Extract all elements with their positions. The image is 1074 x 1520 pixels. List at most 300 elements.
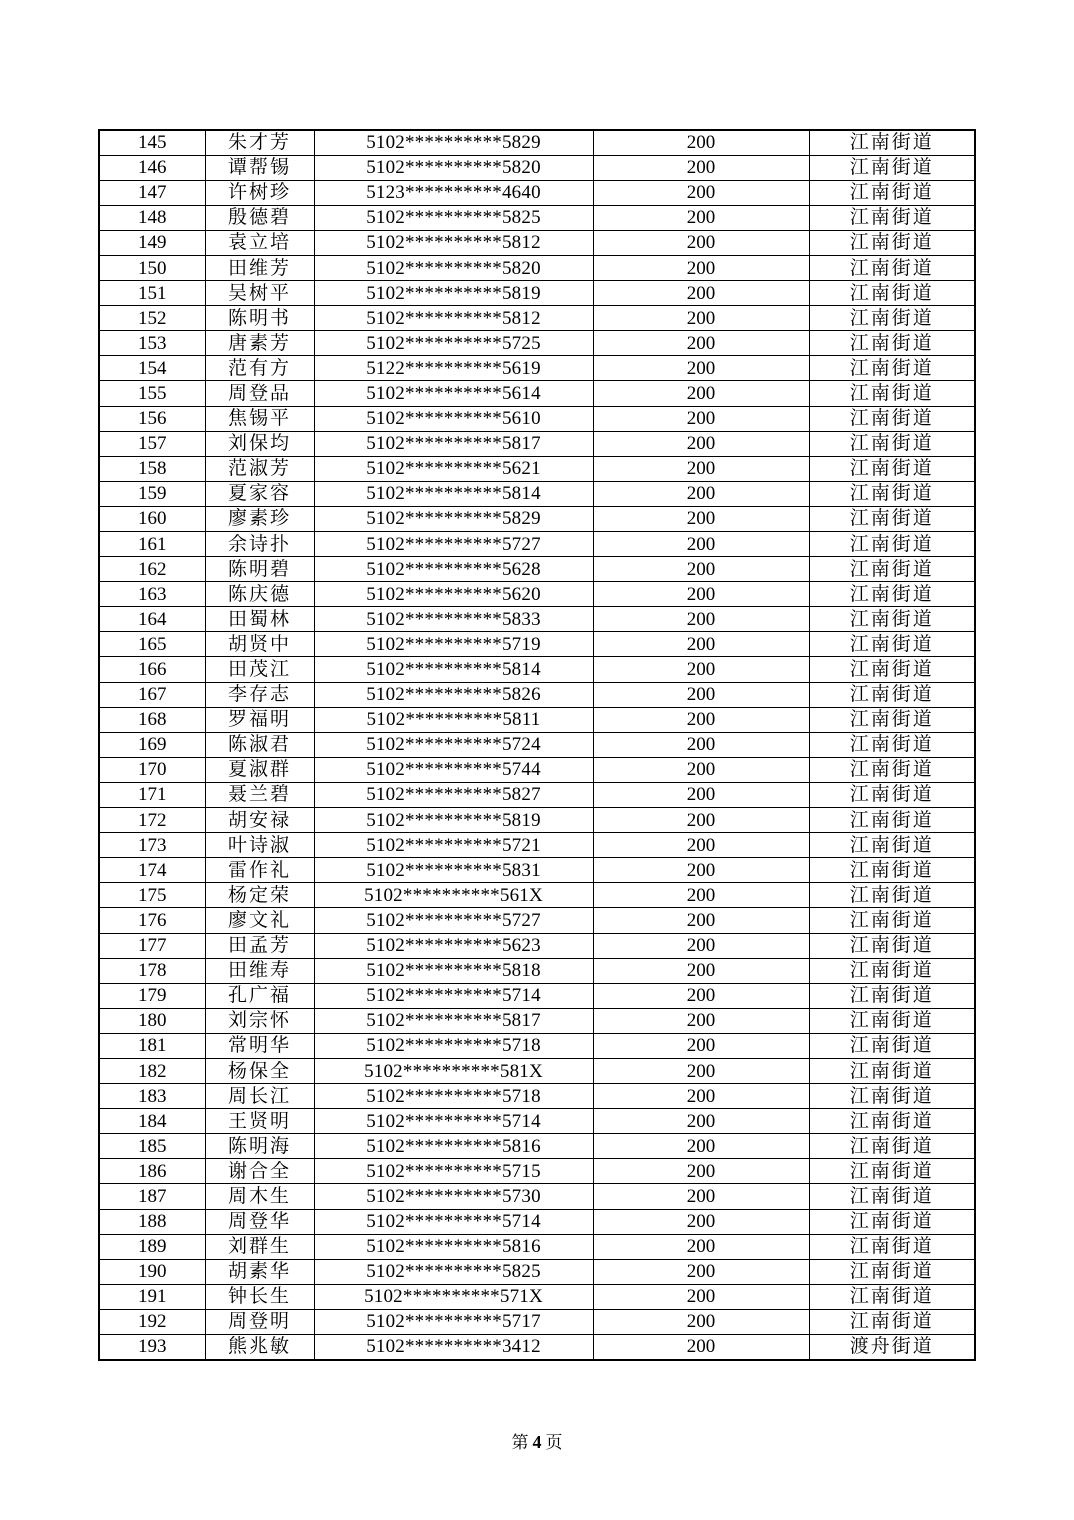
page-footer xyxy=(0,1428,1074,1453)
name-cell: 陈庆德 xyxy=(205,582,314,607)
amount-cell: 200 xyxy=(593,1309,809,1334)
street-cell: 江南街道 xyxy=(809,281,975,306)
id-number-cell: 5102**********561X xyxy=(314,883,593,908)
name-cell: 杨保全 xyxy=(205,1058,314,1083)
name-cell: 刘保均 xyxy=(205,431,314,456)
id-number-cell: 5102**********571X xyxy=(314,1284,593,1309)
row-number-cell: 168 xyxy=(99,707,205,732)
row-number-cell: 178 xyxy=(99,958,205,983)
street-cell: 江南街道 xyxy=(809,532,975,557)
name-cell: 许树珍 xyxy=(205,180,314,205)
id-number-cell: 5102**********5825 xyxy=(314,1259,593,1284)
street-cell: 江南街道 xyxy=(809,657,975,682)
street-cell: 江南街道 xyxy=(809,230,975,255)
table-row xyxy=(99,1084,975,1109)
table-row xyxy=(99,1209,975,1234)
table-row xyxy=(99,632,975,657)
name-cell: 余诗扑 xyxy=(205,532,314,557)
row-number-cell: 146 xyxy=(99,155,205,180)
table-row xyxy=(99,808,975,833)
row-number-cell: 189 xyxy=(99,1234,205,1259)
id-number-cell: 5102**********581X xyxy=(314,1058,593,1083)
street-cell: 江南街道 xyxy=(809,306,975,331)
amount-cell: 200 xyxy=(593,1335,809,1360)
table-row xyxy=(99,281,975,306)
street-cell: 江南街道 xyxy=(809,1109,975,1134)
row-number-cell: 188 xyxy=(99,1209,205,1234)
street-cell: 江南街道 xyxy=(809,933,975,958)
id-number-cell: 5122**********5619 xyxy=(314,356,593,381)
name-cell: 周长江 xyxy=(205,1084,314,1109)
table-row xyxy=(99,1309,975,1334)
id-number-cell: 5102**********5827 xyxy=(314,782,593,807)
street-cell: 江南街道 xyxy=(809,1134,975,1159)
name-cell: 唐素芳 xyxy=(205,331,314,356)
id-number-cell: 5102**********5819 xyxy=(314,281,593,306)
street-cell: 江南街道 xyxy=(809,707,975,732)
id-number-cell: 5102**********5744 xyxy=(314,757,593,782)
street-cell: 江南街道 xyxy=(809,1084,975,1109)
row-number-cell: 166 xyxy=(99,657,205,682)
amount-cell: 200 xyxy=(593,582,809,607)
id-number-cell: 5102**********5816 xyxy=(314,1234,593,1259)
street-cell: 江南街道 xyxy=(809,456,975,481)
row-number-cell: 172 xyxy=(99,808,205,833)
row-number-cell: 163 xyxy=(99,582,205,607)
street-cell: 江南街道 xyxy=(809,632,975,657)
row-number-cell: 184 xyxy=(99,1109,205,1134)
amount-cell: 200 xyxy=(593,306,809,331)
table-row xyxy=(99,1134,975,1159)
amount-cell: 200 xyxy=(593,732,809,757)
table-row xyxy=(99,1234,975,1259)
row-number-cell: 186 xyxy=(99,1159,205,1184)
street-cell: 江南街道 xyxy=(809,582,975,607)
amount-cell: 200 xyxy=(593,858,809,883)
amount-cell: 200 xyxy=(593,230,809,255)
table-row xyxy=(99,1184,975,1209)
amount-cell: 200 xyxy=(593,1084,809,1109)
street-cell: 江南街道 xyxy=(809,180,975,205)
table-row xyxy=(99,255,975,280)
row-number-cell: 187 xyxy=(99,1184,205,1209)
row-number-cell: 153 xyxy=(99,331,205,356)
id-number-cell: 5123**********4640 xyxy=(314,180,593,205)
id-number-cell: 5102**********5818 xyxy=(314,958,593,983)
amount-cell: 200 xyxy=(593,532,809,557)
street-cell: 江南街道 xyxy=(809,1184,975,1209)
table-row xyxy=(99,306,975,331)
table-row xyxy=(99,908,975,933)
row-number-cell: 181 xyxy=(99,1033,205,1058)
id-number-cell: 5102**********5714 xyxy=(314,1109,593,1134)
street-cell: 江南街道 xyxy=(809,757,975,782)
table-row xyxy=(99,481,975,506)
name-cell: 杨定荣 xyxy=(205,883,314,908)
row-number-cell: 150 xyxy=(99,255,205,280)
amount-cell: 200 xyxy=(593,1259,809,1284)
table-row xyxy=(99,833,975,858)
id-number-cell: 5102**********5623 xyxy=(314,933,593,958)
row-number-cell: 151 xyxy=(99,281,205,306)
id-number-cell: 5102**********5817 xyxy=(314,1008,593,1033)
amount-cell: 200 xyxy=(593,657,809,682)
table-row xyxy=(99,356,975,381)
id-number-cell: 5102**********5826 xyxy=(314,682,593,707)
amount-cell: 200 xyxy=(593,1234,809,1259)
amount-cell: 200 xyxy=(593,883,809,908)
id-number-cell: 5102**********5814 xyxy=(314,481,593,506)
id-number-cell: 5102**********5811 xyxy=(314,707,593,732)
table-row xyxy=(99,582,975,607)
amount-cell: 200 xyxy=(593,1008,809,1033)
amount-cell: 200 xyxy=(593,707,809,732)
row-number-cell: 157 xyxy=(99,431,205,456)
id-number-cell: 5102**********5610 xyxy=(314,406,593,431)
row-number-cell: 170 xyxy=(99,757,205,782)
amount-cell: 200 xyxy=(593,933,809,958)
name-cell: 刘宗怀 xyxy=(205,1008,314,1033)
street-cell: 江南街道 xyxy=(809,1259,975,1284)
amount-cell: 200 xyxy=(593,180,809,205)
table-row xyxy=(99,1159,975,1184)
name-cell: 田维寿 xyxy=(205,958,314,983)
id-number-cell: 5102**********5621 xyxy=(314,456,593,481)
name-cell: 王贤明 xyxy=(205,1109,314,1134)
table-row xyxy=(99,983,975,1008)
name-cell: 周登明 xyxy=(205,1309,314,1334)
amount-cell: 200 xyxy=(593,607,809,632)
street-cell: 江南街道 xyxy=(809,155,975,180)
row-number-cell: 158 xyxy=(99,456,205,481)
id-number-cell: 5102**********5812 xyxy=(314,230,593,255)
id-number-cell: 5102**********5829 xyxy=(314,506,593,531)
street-cell: 江南街道 xyxy=(809,1033,975,1058)
name-cell: 陈明书 xyxy=(205,306,314,331)
id-number-cell: 5102**********5718 xyxy=(314,1033,593,1058)
row-number-cell: 180 xyxy=(99,1008,205,1033)
row-number-cell: 183 xyxy=(99,1084,205,1109)
name-cell: 夏淑群 xyxy=(205,757,314,782)
id-number-cell: 5102**********3412 xyxy=(314,1335,593,1360)
table-row xyxy=(99,431,975,456)
table-row xyxy=(99,1058,975,1083)
street-cell: 江南街道 xyxy=(809,682,975,707)
table-row xyxy=(99,933,975,958)
street-cell: 江南街道 xyxy=(809,356,975,381)
table-row xyxy=(99,230,975,255)
street-cell: 渡舟街道 xyxy=(809,1335,975,1360)
row-number-cell: 193 xyxy=(99,1335,205,1360)
row-number-cell: 179 xyxy=(99,983,205,1008)
amount-cell: 200 xyxy=(593,682,809,707)
id-number-cell: 5102**********5829 xyxy=(314,130,593,155)
street-cell: 江南街道 xyxy=(809,883,975,908)
id-number-cell: 5102**********5721 xyxy=(314,833,593,858)
amount-cell: 200 xyxy=(593,331,809,356)
id-number-cell: 5102**********5714 xyxy=(314,983,593,1008)
id-number-cell: 5102**********5814 xyxy=(314,657,593,682)
name-cell: 田孟芳 xyxy=(205,933,314,958)
name-cell: 聂兰碧 xyxy=(205,782,314,807)
name-cell: 陈明碧 xyxy=(205,557,314,582)
table-row xyxy=(99,1259,975,1284)
amount-cell: 200 xyxy=(593,356,809,381)
id-number-cell: 5102**********5717 xyxy=(314,1309,593,1334)
amount-cell: 200 xyxy=(593,1033,809,1058)
amount-cell: 200 xyxy=(593,205,809,230)
id-number-cell: 5102**********5719 xyxy=(314,632,593,657)
id-number-cell: 5102**********5725 xyxy=(314,331,593,356)
street-cell: 江南街道 xyxy=(809,1309,975,1334)
street-cell: 江南街道 xyxy=(809,255,975,280)
street-cell: 江南街道 xyxy=(809,908,975,933)
table-row xyxy=(99,506,975,531)
id-number-cell: 5102**********5812 xyxy=(314,306,593,331)
table-row xyxy=(99,657,975,682)
name-cell: 罗福明 xyxy=(205,707,314,732)
table-row xyxy=(99,1033,975,1058)
street-cell: 江南街道 xyxy=(809,506,975,531)
id-number-cell: 5102**********5724 xyxy=(314,732,593,757)
name-cell: 常明华 xyxy=(205,1033,314,1058)
amount-cell: 200 xyxy=(593,833,809,858)
amount-cell: 200 xyxy=(593,1058,809,1083)
id-number-cell: 5102**********5819 xyxy=(314,808,593,833)
row-number-cell: 161 xyxy=(99,532,205,557)
row-number-cell: 147 xyxy=(99,180,205,205)
row-number-cell: 191 xyxy=(99,1284,205,1309)
name-cell: 陈淑君 xyxy=(205,732,314,757)
table-row xyxy=(99,1284,975,1309)
row-number-cell: 169 xyxy=(99,732,205,757)
name-cell: 熊兆敏 xyxy=(205,1335,314,1360)
name-cell: 田蜀林 xyxy=(205,607,314,632)
name-cell: 刘群生 xyxy=(205,1234,314,1259)
name-cell: 夏家容 xyxy=(205,481,314,506)
row-number-cell: 152 xyxy=(99,306,205,331)
table-row xyxy=(99,180,975,205)
amount-cell: 200 xyxy=(593,632,809,657)
name-cell: 周登华 xyxy=(205,1209,314,1234)
page-number: 4 xyxy=(532,1432,542,1452)
street-cell: 江南街道 xyxy=(809,983,975,1008)
row-number-cell: 164 xyxy=(99,607,205,632)
id-number-cell: 5102**********5727 xyxy=(314,908,593,933)
row-number-cell: 176 xyxy=(99,908,205,933)
table-row xyxy=(99,205,975,230)
id-number-cell: 5102**********5727 xyxy=(314,532,593,557)
table-row xyxy=(99,532,975,557)
row-number-cell: 171 xyxy=(99,782,205,807)
street-cell: 江南街道 xyxy=(809,833,975,858)
name-cell: 殷德碧 xyxy=(205,205,314,230)
id-number-cell: 5102**********5820 xyxy=(314,155,593,180)
id-number-cell: 5102**********5718 xyxy=(314,1084,593,1109)
page-suffix: 页 xyxy=(545,1433,563,1453)
name-cell: 廖文礼 xyxy=(205,908,314,933)
street-cell: 江南街道 xyxy=(809,607,975,632)
table-row xyxy=(99,883,975,908)
row-number-cell: 156 xyxy=(99,406,205,431)
name-cell: 周木生 xyxy=(205,1184,314,1209)
id-number-cell: 5102**********5730 xyxy=(314,1184,593,1209)
row-number-cell: 165 xyxy=(99,632,205,657)
amount-cell: 200 xyxy=(593,155,809,180)
row-number-cell: 182 xyxy=(99,1058,205,1083)
name-cell: 钟长生 xyxy=(205,1284,314,1309)
street-cell: 江南街道 xyxy=(809,130,975,155)
id-number-cell: 5102**********5833 xyxy=(314,607,593,632)
amount-cell: 200 xyxy=(593,255,809,280)
table-row xyxy=(99,456,975,481)
street-cell: 江南街道 xyxy=(809,381,975,406)
street-cell: 江南街道 xyxy=(809,557,975,582)
amount-cell: 200 xyxy=(593,1284,809,1309)
street-cell: 江南街道 xyxy=(809,1058,975,1083)
table-row xyxy=(99,682,975,707)
amount-cell: 200 xyxy=(593,983,809,1008)
table-row xyxy=(99,782,975,807)
name-cell: 焦锡平 xyxy=(205,406,314,431)
name-cell: 胡贤中 xyxy=(205,632,314,657)
name-cell: 孔广福 xyxy=(205,983,314,1008)
street-cell: 江南街道 xyxy=(809,782,975,807)
table-row xyxy=(99,707,975,732)
table-row xyxy=(99,858,975,883)
street-cell: 江南街道 xyxy=(809,1209,975,1234)
street-cell: 江南街道 xyxy=(809,958,975,983)
name-cell: 陈明海 xyxy=(205,1134,314,1159)
name-cell: 袁立培 xyxy=(205,230,314,255)
name-cell: 范淑芳 xyxy=(205,456,314,481)
id-number-cell: 5102**********5816 xyxy=(314,1134,593,1159)
amount-cell: 200 xyxy=(593,1184,809,1209)
street-cell: 江南街道 xyxy=(809,205,975,230)
id-number-cell: 5102**********5817 xyxy=(314,431,593,456)
row-number-cell: 192 xyxy=(99,1309,205,1334)
amount-cell: 200 xyxy=(593,406,809,431)
name-cell: 田茂江 xyxy=(205,657,314,682)
name-cell: 雷作礼 xyxy=(205,858,314,883)
name-cell: 谭帮锡 xyxy=(205,155,314,180)
row-number-cell: 162 xyxy=(99,557,205,582)
name-cell: 廖素珍 xyxy=(205,506,314,531)
name-cell: 谢合全 xyxy=(205,1159,314,1184)
street-cell: 江南街道 xyxy=(809,732,975,757)
row-number-cell: 148 xyxy=(99,205,205,230)
row-number-cell: 154 xyxy=(99,356,205,381)
amount-cell: 200 xyxy=(593,958,809,983)
name-cell: 胡素华 xyxy=(205,1259,314,1284)
row-number-cell: 175 xyxy=(99,883,205,908)
name-cell: 吴树平 xyxy=(205,281,314,306)
table-row xyxy=(99,130,975,155)
id-number-cell: 5102**********5820 xyxy=(314,255,593,280)
name-cell: 叶诗淑 xyxy=(205,833,314,858)
amount-cell: 200 xyxy=(593,481,809,506)
street-cell: 江南街道 xyxy=(809,1008,975,1033)
table-row xyxy=(99,958,975,983)
amount-cell: 200 xyxy=(593,130,809,155)
id-number-cell: 5102**********5620 xyxy=(314,582,593,607)
name-cell: 周登品 xyxy=(205,381,314,406)
name-cell: 范有方 xyxy=(205,356,314,381)
table-row xyxy=(99,732,975,757)
street-cell: 江南街道 xyxy=(809,808,975,833)
table-row xyxy=(99,381,975,406)
amount-cell: 200 xyxy=(593,782,809,807)
row-number-cell: 177 xyxy=(99,933,205,958)
row-number-cell: 190 xyxy=(99,1259,205,1284)
row-number-cell: 173 xyxy=(99,833,205,858)
amount-cell: 200 xyxy=(593,1134,809,1159)
street-cell: 江南街道 xyxy=(809,406,975,431)
page-prefix: 第 xyxy=(511,1433,529,1453)
row-number-cell: 159 xyxy=(99,481,205,506)
name-cell: 田维芳 xyxy=(205,255,314,280)
id-number-cell: 5102**********5614 xyxy=(314,381,593,406)
amount-cell: 200 xyxy=(593,757,809,782)
table-row xyxy=(99,406,975,431)
street-cell: 江南街道 xyxy=(809,431,975,456)
table-row xyxy=(99,331,975,356)
table-row xyxy=(99,557,975,582)
amount-cell: 200 xyxy=(593,281,809,306)
row-number-cell: 174 xyxy=(99,858,205,883)
table-row xyxy=(99,1008,975,1033)
row-number-cell: 167 xyxy=(99,682,205,707)
roster-table xyxy=(98,129,976,1361)
id-number-cell: 5102**********5831 xyxy=(314,858,593,883)
amount-cell: 200 xyxy=(593,506,809,531)
id-number-cell: 5102**********5825 xyxy=(314,205,593,230)
name-cell: 李存志 xyxy=(205,682,314,707)
row-number-cell: 155 xyxy=(99,381,205,406)
name-cell: 胡安禄 xyxy=(205,808,314,833)
id-number-cell: 5102**********5628 xyxy=(314,557,593,582)
amount-cell: 200 xyxy=(593,381,809,406)
street-cell: 江南街道 xyxy=(809,858,975,883)
street-cell: 江南街道 xyxy=(809,481,975,506)
amount-cell: 200 xyxy=(593,456,809,481)
id-number-cell: 5102**********5715 xyxy=(314,1159,593,1184)
row-number-cell: 145 xyxy=(99,130,205,155)
table-row xyxy=(99,1335,975,1360)
table-body xyxy=(99,130,975,1360)
amount-cell: 200 xyxy=(593,808,809,833)
amount-cell: 200 xyxy=(593,431,809,456)
name-cell: 朱才芳 xyxy=(205,130,314,155)
street-cell: 江南街道 xyxy=(809,1159,975,1184)
row-number-cell: 185 xyxy=(99,1134,205,1159)
id-number-cell: 5102**********5714 xyxy=(314,1209,593,1234)
row-number-cell: 149 xyxy=(99,230,205,255)
table-row xyxy=(99,155,975,180)
street-cell: 江南街道 xyxy=(809,1234,975,1259)
amount-cell: 200 xyxy=(593,1159,809,1184)
table-row xyxy=(99,607,975,632)
table-row xyxy=(99,757,975,782)
amount-cell: 200 xyxy=(593,1109,809,1134)
street-cell: 江南街道 xyxy=(809,331,975,356)
amount-cell: 200 xyxy=(593,908,809,933)
table-row xyxy=(99,1109,975,1134)
amount-cell: 200 xyxy=(593,557,809,582)
row-number-cell: 160 xyxy=(99,506,205,531)
amount-cell: 200 xyxy=(593,1209,809,1234)
street-cell: 江南街道 xyxy=(809,1284,975,1309)
